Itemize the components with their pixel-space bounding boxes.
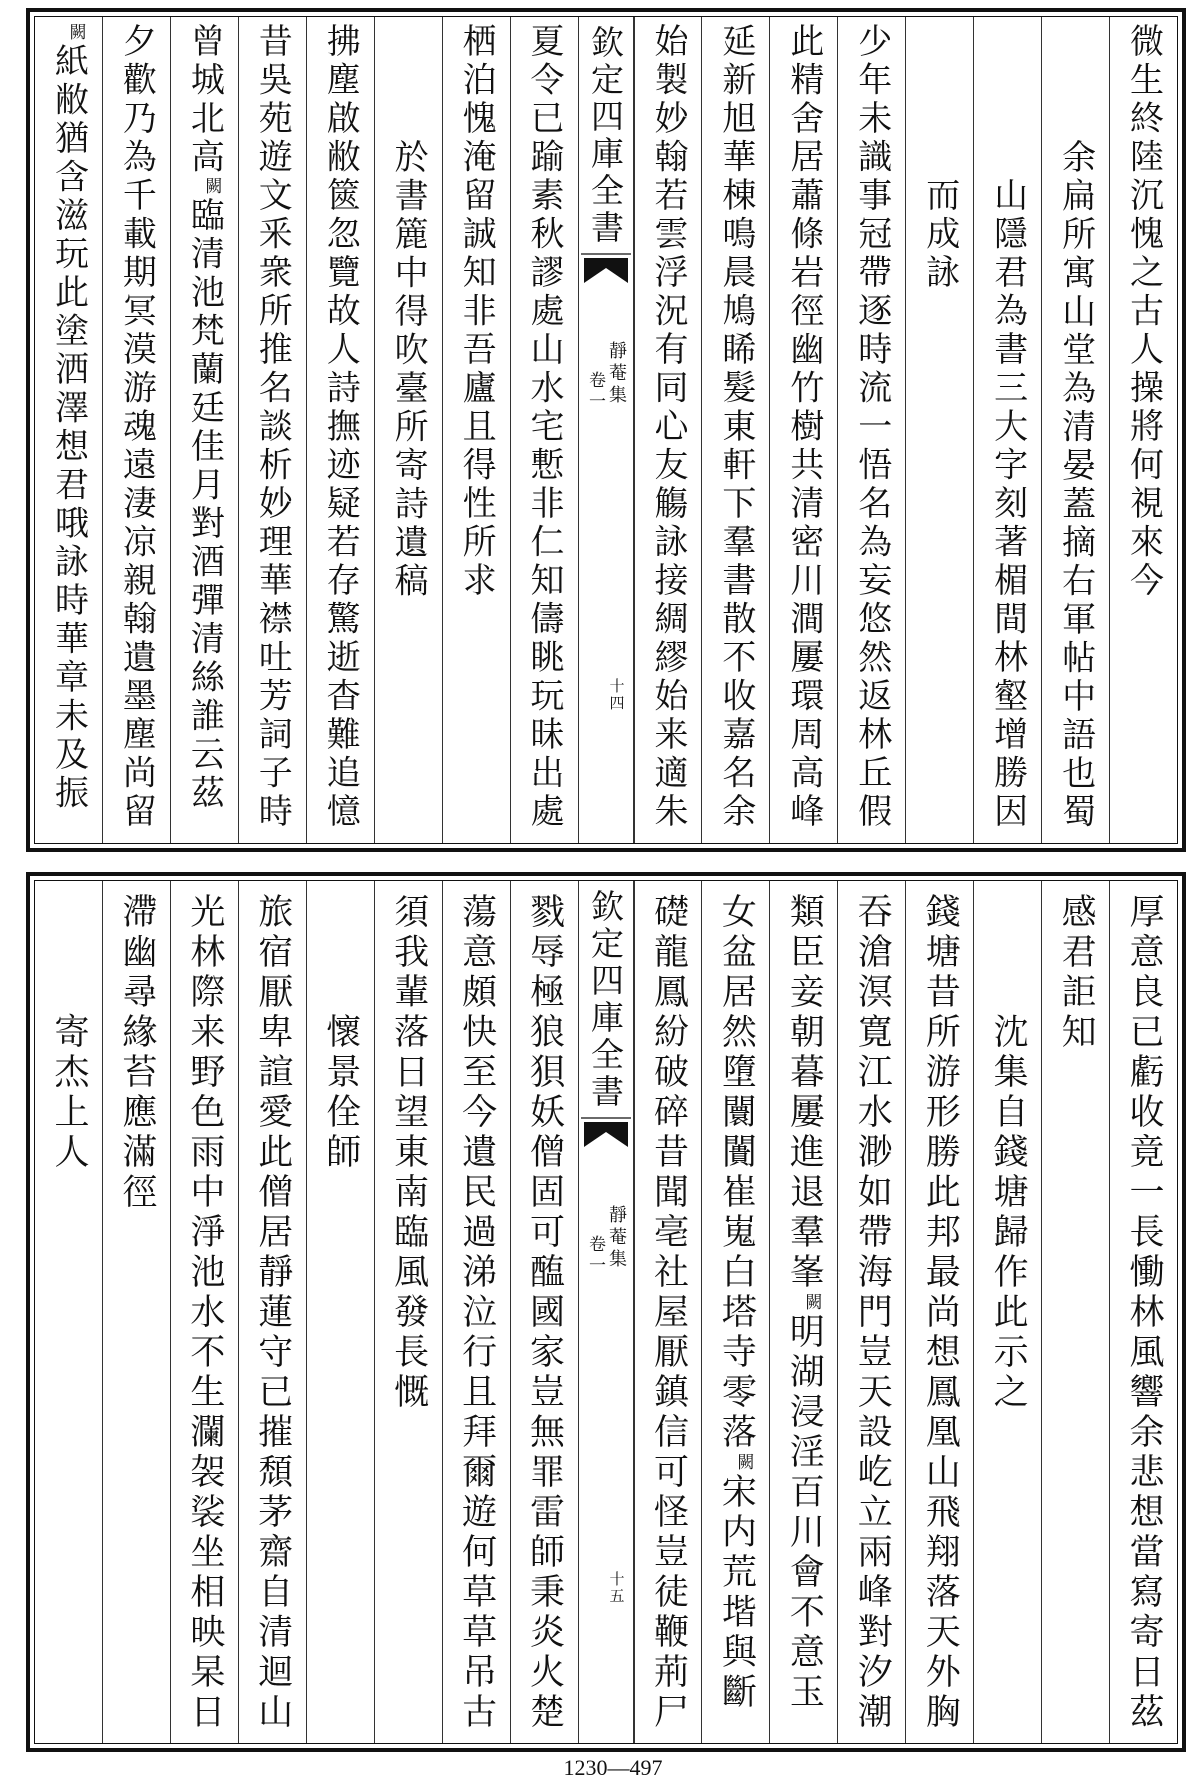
page-number: 十五 [607, 1570, 626, 1605]
text-column [1041, 17, 1109, 843]
text-segment: 類臣妾朝暮屢進退羣峯 [784, 893, 825, 1293]
volume-label: 卷一 [585, 371, 605, 413]
text-segment: 曾城北高 [184, 23, 225, 177]
text-column [102, 17, 170, 843]
text-column [973, 17, 1041, 843]
text-column [973, 881, 1041, 1743]
volume-label: 卷一 [585, 1235, 605, 1277]
text-segment: 紙敝猶含滋玩此塗洒澤想君哦詠時華章未及振 [48, 43, 89, 813]
center-fold [578, 17, 634, 843]
text-column [701, 881, 769, 1743]
column-text: 夏令已踰素秋謬處山水宅慙非仁知儔眺玩昧出處 [524, 23, 565, 832]
text-column [374, 881, 442, 1743]
column-text: 此精舍居蕭條岩徑幽竹樹共清密川澗屢環周高峰 [783, 23, 824, 832]
text-column [905, 17, 973, 843]
column-text: 始製妙翰若雲浮況有同心友觴詠接綢繆始来適朱 [647, 23, 688, 832]
lacuna-mark: 闕 [733, 1453, 754, 1473]
text-column [701, 17, 769, 843]
page-frame [34, 16, 1178, 844]
column-text: 微生終陸沉愧之古人操將何視來今 [1123, 23, 1164, 601]
column-text: 沈集自錢塘歸作此示之 [988, 1013, 1029, 1413]
text-column [634, 881, 702, 1743]
text-column [170, 17, 238, 843]
column-text: 夕歡乃為千載期冥漠游魂遠淒凉親翰遺墨塵尚留 [116, 23, 157, 832]
column-text [48, 17, 89, 843]
text-segment: 臨清池梵蘭廷佳月對酒彈清絲誰云茲 [184, 197, 225, 813]
column-text: 滯幽尋緣苔應滿徑 [116, 893, 157, 1213]
text-column [35, 881, 102, 1743]
text-column [306, 17, 374, 843]
column-text: 而成詠 [919, 177, 960, 293]
text-segment: 女盆居然墮闤闠崔嵬白塔寺零落 [716, 893, 757, 1453]
text-segment: 明湖浸淫百川會不意玉 [784, 1313, 825, 1713]
text-column [238, 17, 306, 843]
column-text: 感君詎知 [1056, 893, 1097, 1053]
text-column [769, 17, 837, 843]
column-text: 吞滄溟寛江水渺如帶海門豈天設屹立兩峰對汐潮 [852, 893, 893, 1733]
column-text: 山隱君為書三大字刻著楣間林壑增勝因 [987, 177, 1028, 832]
series-title: 欽定四庫全書 [586, 25, 625, 247]
page-code-footer: 1230—497 [563, 1755, 663, 1780]
column-text: 須我輩落日望東南臨風發長慨 [388, 893, 429, 1413]
text-column [442, 17, 510, 843]
text-column [35, 17, 102, 843]
text-column [905, 881, 973, 1743]
text-column [170, 881, 238, 1743]
text-column [1109, 881, 1177, 1743]
column-text: 光林際来野色雨中淨池水不生瀾袈裟坐相映杲日 [184, 893, 225, 1733]
fold-meta [586, 341, 625, 413]
column-text: 礎龍鳳紛破碎昔聞亳社屋厭鎮信可怪豈徒鞭荊尸 [648, 893, 689, 1733]
page-number: 十四 [607, 677, 626, 712]
column-text: 懷景佺師 [320, 1013, 361, 1173]
column-text: 厚意良已虧收竟一長慟林風響余悲想當寫寄日茲 [1124, 893, 1165, 1733]
top-page-panel [26, 8, 1186, 852]
series-title: 欽定四庫全書 [586, 889, 625, 1111]
column-text [184, 17, 225, 843]
text-column [306, 881, 374, 1743]
text-column [1109, 17, 1177, 843]
column-text: 寄杰上人 [48, 1013, 89, 1173]
lacuna-mark: 闕 [201, 177, 222, 197]
text-segment: 宋内荒堦與斷 [716, 1473, 757, 1713]
text-column [1041, 881, 1109, 1743]
column-text [784, 881, 825, 1743]
text-column [238, 881, 306, 1743]
fishtail-mark [581, 1117, 631, 1151]
fishtail-mark [581, 253, 631, 287]
column-text: 於書簏中得吹臺所寄詩遺稿 [388, 138, 429, 601]
column-text: 延新旭華棟鳴晨鳩睎髮東軒下羣書散不收嘉名余 [715, 23, 756, 832]
book-title: 靜菴集 [606, 1205, 627, 1271]
text-column [634, 17, 702, 843]
fold-meta [586, 1205, 625, 1277]
text-column [374, 17, 442, 843]
page-frame [34, 880, 1178, 1744]
column-text: 錢塘昔所游形勝此邦最尚想鳳凰山飛翔落天外胸 [920, 893, 961, 1733]
text-column [510, 881, 578, 1743]
text-column [102, 881, 170, 1743]
column-text: 少年未識事冠帶逐時流一悟名為妄悠然返林丘假 [851, 23, 892, 832]
text-column [837, 17, 905, 843]
book-title: 靜菴集 [606, 341, 627, 407]
column-text: 戮辱極狼狽妖僧固可醢國家豈無罪雷師秉炎火楚 [524, 893, 565, 1733]
column-text: 余扁所寓山堂為清晏蓋摘右軍帖中語也蜀 [1055, 138, 1096, 832]
column-text: 栖泊愧淹留誠知非吾廬且得性所求 [456, 23, 497, 601]
text-column [442, 881, 510, 1743]
column-text: 拂塵啟敝篋忽覽故人詩撫迹疑若存驚逝杳難追憶 [320, 23, 361, 832]
bottom-page-panel [26, 872, 1186, 1752]
lacuna-mark: 闕 [65, 23, 86, 43]
column-text: 蕩意頗快至今遺民過涕泣行且拜爾遊何草草吊古 [456, 893, 497, 1733]
center-fold [578, 881, 634, 1743]
text-column [769, 881, 837, 1743]
column-text [716, 881, 757, 1743]
lacuna-mark: 闕 [801, 1293, 822, 1313]
column-text: 旅宿厭卑諠愛此僧居靜蓮守已摧頹茅齋自清迴山 [252, 893, 293, 1733]
column-text: 昔吳苑遊文釆衆所推名談析妙理華襟吐芳詞子時 [252, 23, 293, 832]
text-column [837, 881, 905, 1743]
text-column [510, 17, 578, 843]
